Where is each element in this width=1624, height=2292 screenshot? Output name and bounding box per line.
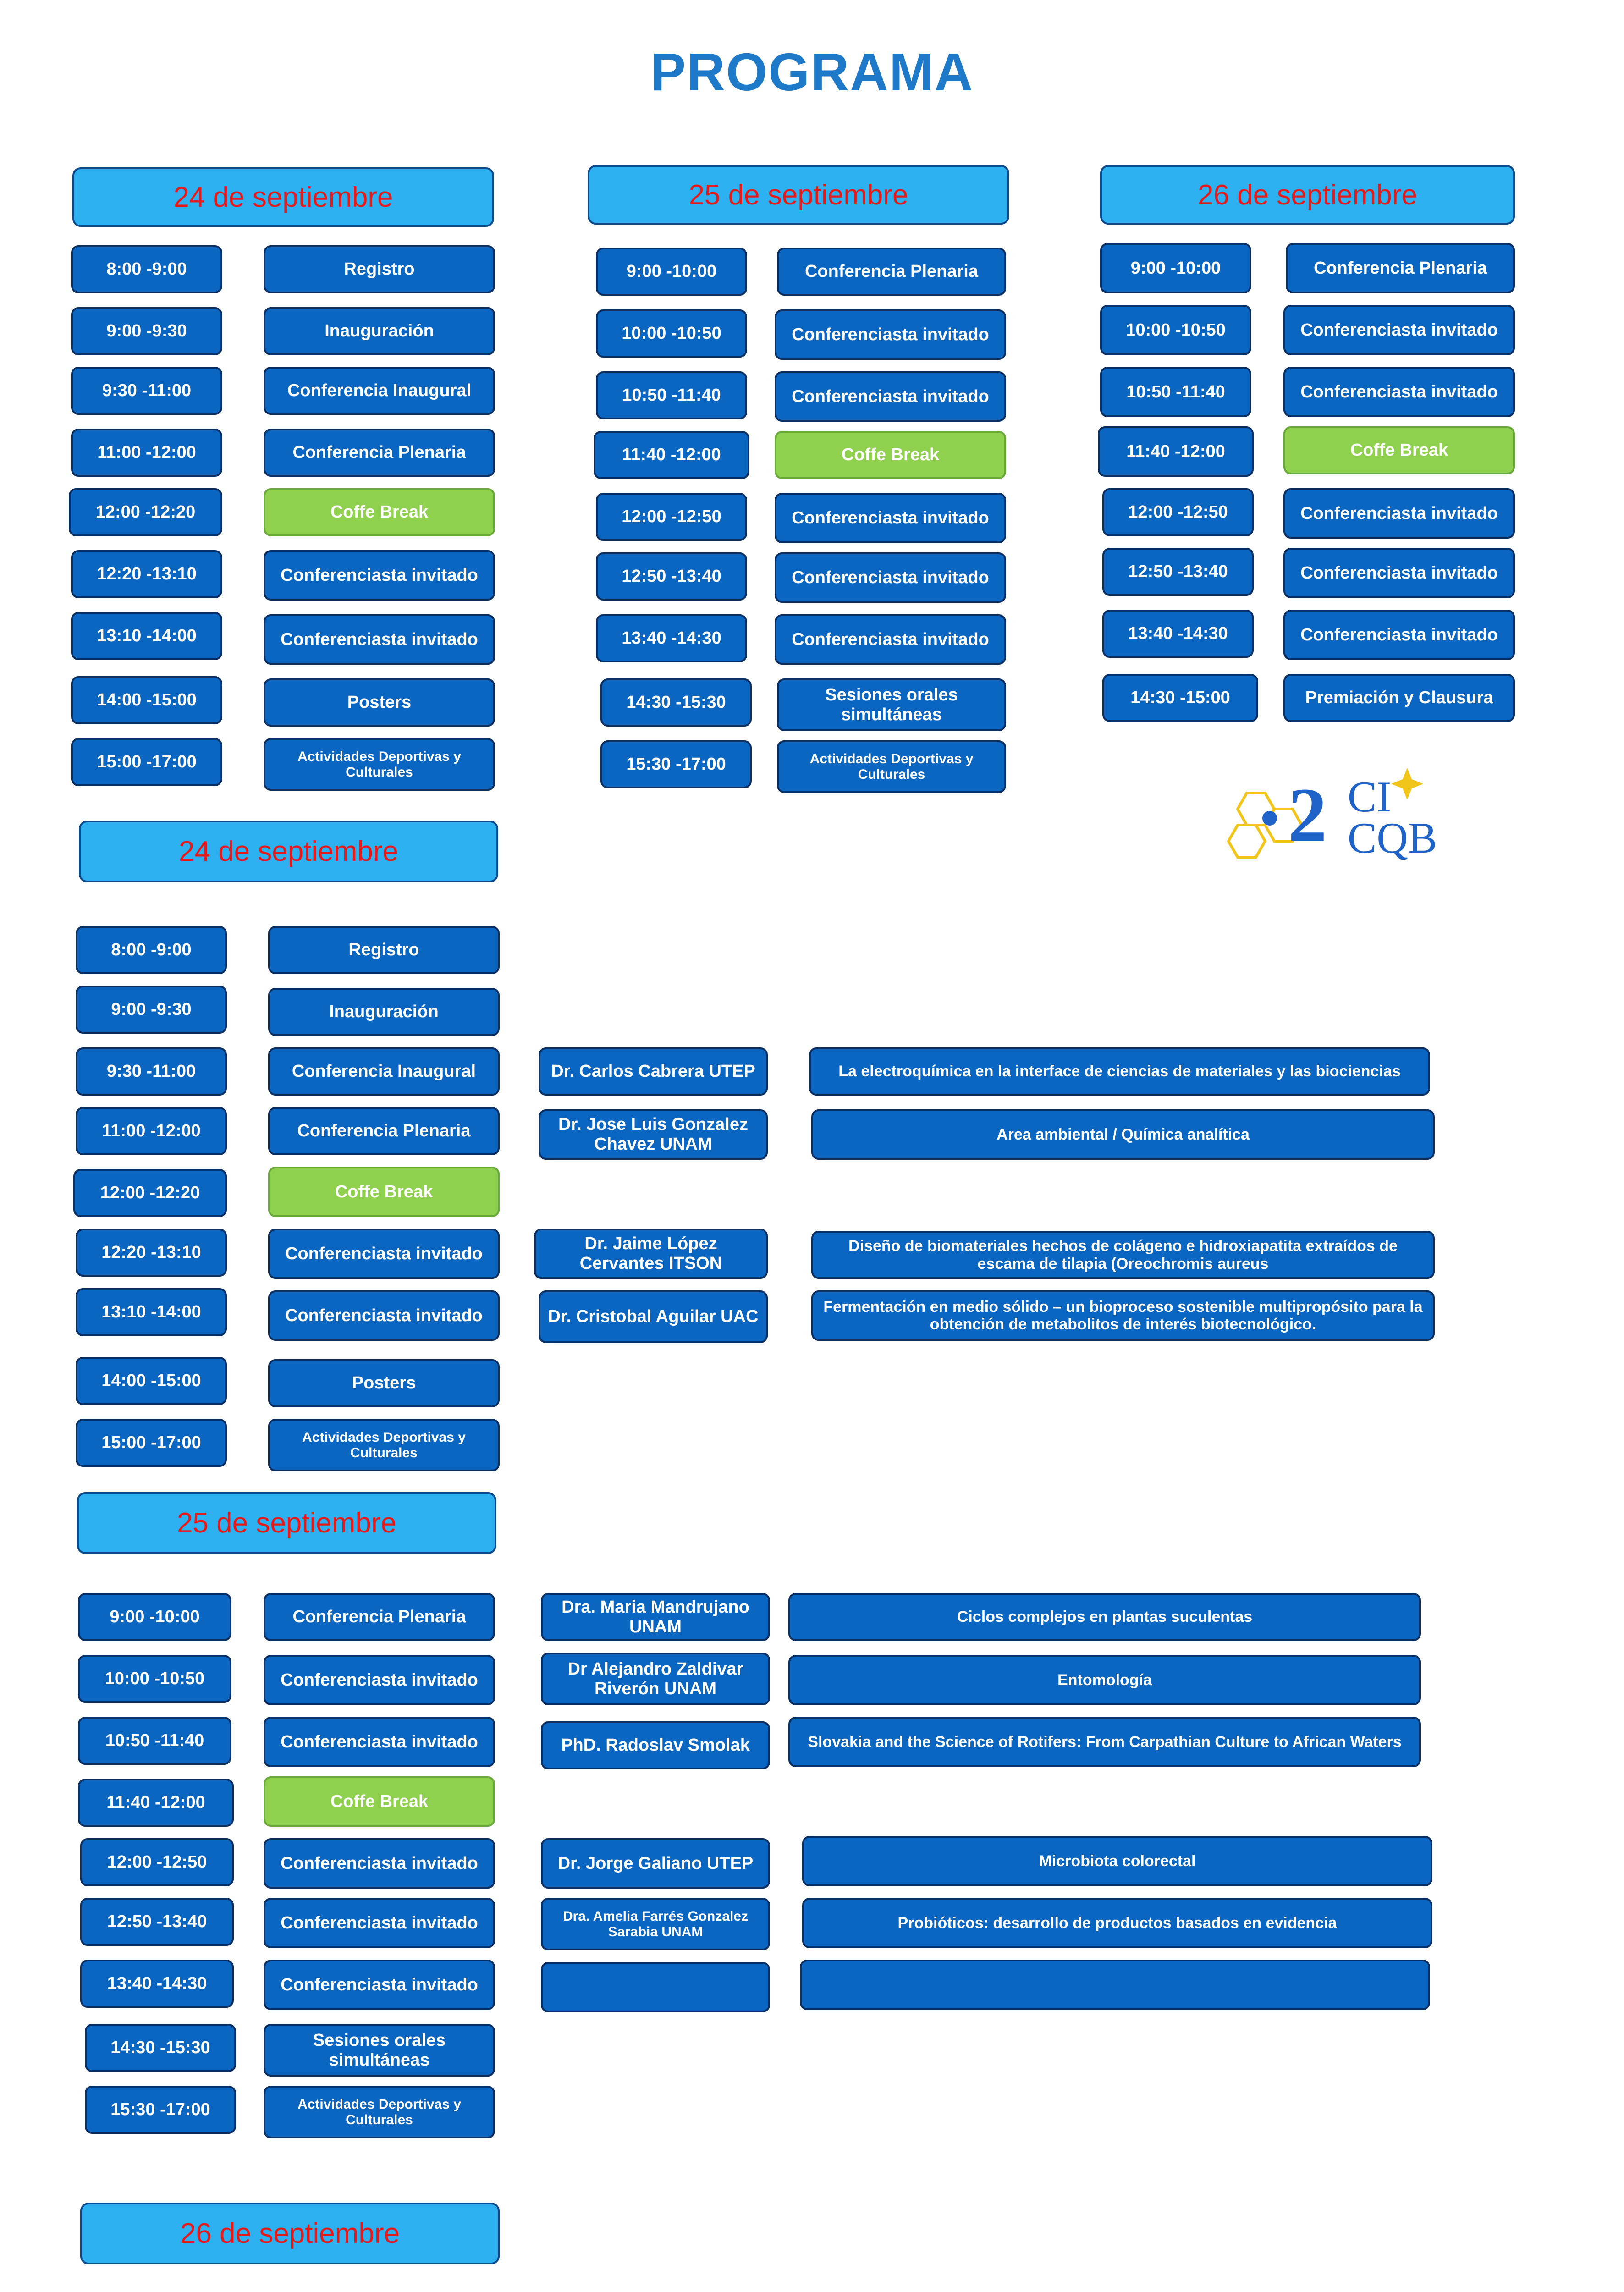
- activity-slot: Conferenciasta invitado: [775, 309, 1006, 360]
- topic-box: Area ambiental / Química analítica: [811, 1109, 1435, 1160]
- activity-slot: Conferenciasta invitado: [1283, 305, 1515, 355]
- coffee-break-slot: Coffe Break: [1283, 426, 1515, 474]
- time-slot: 10:00 -10:50: [596, 309, 747, 358]
- coffee-break-slot: Coffe Break: [775, 431, 1006, 479]
- speaker-box: Dr. Jaime López Cervantes ITSON: [534, 1229, 768, 1279]
- time-slot: 13:10 -14:00: [76, 1288, 227, 1336]
- time-slot: 15:30 -17:00: [85, 2086, 236, 2134]
- time-slot: 9:00 -10:00: [596, 248, 747, 296]
- coffee-break-slot: Coffe Break: [268, 1167, 500, 1217]
- overview-day-25-header: 25 de septiembre: [588, 165, 1009, 225]
- topic-box: Diseño de biomateriales hechos de colágeno e hidroxiapatita extraídos de escama de tilapia (Oreochromis aureus: [811, 1231, 1435, 1279]
- overview-day-26-header: 26 de septiembre: [1100, 165, 1515, 225]
- time-slot: 12:50 -13:40: [80, 1898, 234, 1946]
- time-slot: 9:00 -10:00: [1100, 243, 1251, 293]
- activity-slot: Conferenciasta invitado: [264, 1960, 495, 2010]
- speaker-box: Dra. Amelia Farrés Gonzalez Sarabia UNAM: [541, 1898, 770, 1950]
- speaker-box: Dr. Jorge Galiano UTEP: [541, 1838, 770, 1889]
- activity-slot: Conferencia Plenaria: [264, 429, 495, 477]
- time-slot: 12:00 -12:50: [80, 1838, 234, 1886]
- time-slot: 12:20 -13:10: [71, 550, 222, 598]
- time-slot: 8:00 -9:00: [76, 926, 227, 974]
- activity-slot: Conferenciasta invitado: [775, 371, 1006, 422]
- activity-slot: Posters: [268, 1359, 500, 1407]
- time-slot: 10:00 -10:50: [1100, 305, 1251, 355]
- activity-slot: Actividades Deportivas y Culturales: [777, 740, 1006, 793]
- activity-slot: Conferenciasta invitado: [1283, 367, 1515, 417]
- activity-slot: Actividades Deportivas y Culturales: [268, 1419, 500, 1471]
- topic-box: Microbiota colorectal: [802, 1836, 1432, 1886]
- activity-slot: Conferencia Plenaria: [1286, 243, 1515, 293]
- time-slot: 13:40 -14:30: [80, 1960, 234, 2008]
- activity-slot: Conferencia Plenaria: [268, 1107, 500, 1155]
- activity-slot: Conferencia Inaugural: [264, 367, 495, 415]
- topic-box: La electroquímica en la interface de ciencias de materiales y las biociencias: [809, 1047, 1430, 1096]
- activity-slot: Conferenciasta invitado: [1283, 548, 1515, 598]
- activity-slot: Conferenciasta invitado: [264, 614, 495, 665]
- activity-slot: Actividades Deportivas y Culturales: [264, 738, 495, 791]
- speaker-box: Dr. Jose Luis Gonzalez Chavez UNAM: [539, 1109, 768, 1160]
- detail-day-26-header: 26 de septiembre: [80, 2203, 500, 2264]
- time-slot: 12:50 -13:40: [596, 552, 747, 601]
- time-slot: 9:00 -10:00: [78, 1593, 231, 1641]
- time-slot: 12:20 -13:10: [76, 1229, 227, 1277]
- time-slot: 15:30 -17:00: [600, 740, 752, 788]
- time-slot: 14:30 -15:30: [85, 2024, 236, 2072]
- activity-slot: Registro: [268, 926, 500, 974]
- speaker-box: Dr. Carlos Cabrera UTEP: [539, 1047, 768, 1096]
- activity-slot: Conferenciasta invitado: [268, 1290, 500, 1341]
- time-slot: 12:00 -12:50: [1102, 488, 1254, 536]
- time-slot: 12:00 -12:20: [73, 1169, 227, 1217]
- time-slot: 9:00 -9:30: [71, 307, 222, 355]
- svg-text:CQB: CQB: [1348, 814, 1437, 862]
- time-slot: 12:00 -12:20: [69, 488, 222, 536]
- time-slot: 13:10 -14:00: [71, 612, 222, 660]
- time-slot: 9:30 -11:00: [71, 367, 222, 415]
- speaker-box: PhD. Radoslav Smolak: [541, 1721, 770, 1769]
- topic-box-empty: [800, 1960, 1430, 2010]
- speaker-box: Dr Alejandro Zaldivar Riverón UNAM: [541, 1653, 770, 1705]
- activity-slot: Conferenciasta invitado: [264, 1838, 495, 1889]
- time-slot: 10:50 -11:40: [596, 371, 747, 419]
- time-slot: 15:00 -17:00: [71, 738, 222, 786]
- coffee-break-slot: Coffe Break: [264, 488, 495, 536]
- time-slot: 14:30 -15:00: [1102, 674, 1258, 722]
- activity-slot: Conferenciasta invitado: [1283, 610, 1515, 660]
- activity-slot: Conferenciasta invitado: [264, 550, 495, 601]
- time-slot: 11:00 -12:00: [76, 1107, 227, 1155]
- topic-box: Slovakia and the Science of Rotifers: From Carpathian Culture to African Waters: [788, 1717, 1421, 1767]
- page-title: PROGRAMA: [650, 42, 974, 102]
- activity-slot: Conferenciasta invitado: [268, 1229, 500, 1279]
- activity-slot: Conferenciasta invitado: [775, 614, 1006, 665]
- time-slot: 11:40 -12:00: [594, 431, 749, 479]
- time-slot: 12:50 -13:40: [1102, 548, 1254, 596]
- time-slot: 9:30 -11:00: [76, 1047, 227, 1096]
- time-slot: 11:00 -12:00: [71, 429, 222, 477]
- activity-slot: Conferencia Inaugural: [268, 1047, 500, 1096]
- time-slot: 10:50 -11:40: [1100, 367, 1251, 417]
- topic-box: Ciclos complejos en plantas suculentas: [788, 1593, 1421, 1641]
- activity-slot: Conferencia Plenaria: [777, 248, 1006, 296]
- activity-slot: Inauguración: [264, 307, 495, 355]
- activity-slot: Premiación y Clausura: [1283, 674, 1515, 722]
- activity-slot: Conferenciasta invitado: [775, 493, 1006, 543]
- detail-day-24-header: 24 de septiembre: [79, 821, 498, 882]
- time-slot: 14:30 -15:30: [600, 678, 752, 727]
- activity-slot: Sesiones orales simultáneas: [777, 678, 1006, 731]
- time-slot: 10:50 -11:40: [78, 1717, 231, 1765]
- time-slot: 13:40 -14:30: [596, 614, 747, 662]
- activity-slot: Posters: [264, 678, 495, 727]
- topic-box: Probióticos: desarrollo de productos basados en evidencia: [802, 1898, 1432, 1948]
- time-slot: 8:00 -9:00: [71, 245, 222, 293]
- activity-slot: Actividades Deportivas y Culturales: [264, 2086, 495, 2138]
- molecule-logo-icon: [1219, 761, 1476, 862]
- time-slot: 14:00 -15:00: [76, 1357, 227, 1405]
- svg-text:2: 2: [1288, 772, 1327, 858]
- activity-slot: Conferencia Plenaria: [264, 1593, 495, 1641]
- time-slot: 11:40 -12:00: [1098, 426, 1254, 477]
- speaker-box: Dr. Cristobal Aguilar UAC: [539, 1290, 768, 1343]
- time-slot: 15:00 -17:00: [76, 1419, 227, 1467]
- activity-slot: Conferenciasta invitado: [775, 552, 1006, 603]
- time-slot: 11:40 -12:00: [78, 1779, 234, 1827]
- speaker-box-empty: [541, 1962, 770, 2012]
- time-slot: 9:00 -9:30: [76, 986, 227, 1034]
- topic-box: Entomología: [788, 1655, 1421, 1705]
- speaker-box: Dra. Maria Mandrujano UNAM: [541, 1593, 770, 1641]
- overview-day-24-header: 24 de septiembre: [72, 167, 494, 227]
- activity-slot: Conferenciasta invitado: [264, 1898, 495, 1948]
- activity-slot: Conferenciasta invitado: [264, 1717, 495, 1767]
- activity-slot: Conferenciasta invitado: [264, 1655, 495, 1705]
- detail-day-25-header: 25 de septiembre: [77, 1492, 496, 1554]
- activity-slot: Registro: [264, 245, 495, 293]
- time-slot: 13:40 -14:30: [1102, 610, 1254, 658]
- activity-slot: Conferenciasta invitado: [1283, 488, 1515, 539]
- topic-box: Fermentación en medio sólido – un bioproceso sostenible multipropósito para la obtención de metabolitos de interés biotecnológico.: [811, 1290, 1435, 1341]
- time-slot: 10:00 -10:50: [78, 1655, 231, 1703]
- svg-text:CI: CI: [1348, 772, 1391, 821]
- activity-slot: Inauguración: [268, 988, 500, 1036]
- coffee-break-slot: Coffe Break: [264, 1776, 495, 1827]
- activity-slot: Sesiones orales simultáneas: [264, 2024, 495, 2077]
- time-slot: 14:00 -15:00: [71, 676, 222, 724]
- time-slot: 12:00 -12:50: [596, 493, 747, 541]
